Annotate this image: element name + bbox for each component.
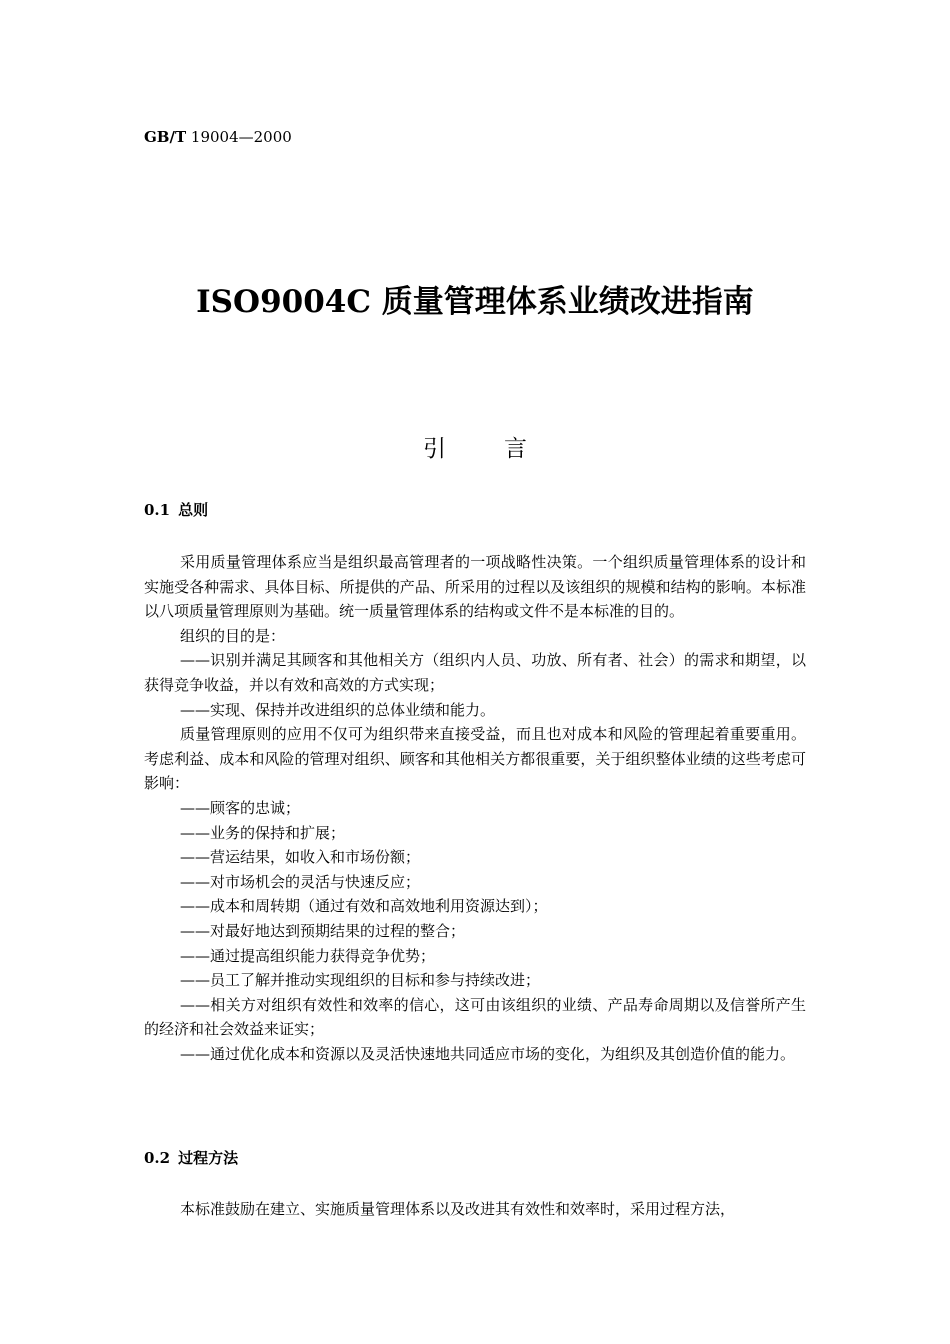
paragraph: 本标准鼓励在建立、实施质量管理体系以及改进其有效性和效率时，采用过程方法，: [180, 1200, 736, 1218]
section-0-1-body: [144, 550, 806, 1066]
standard-code-number: 19004—2000: [190, 128, 292, 146]
intro-heading-char-2: 言: [504, 436, 527, 462]
list-item: ——通过优化成本和资源以及灵活快速地共同适应市场的变化，为组织及其创造价值的能力。: [180, 1044, 796, 1063]
list-item: ——顾客的忠诚；: [180, 798, 301, 817]
list-item: ——对最好地达到预期结果的过程的整合；: [180, 921, 466, 940]
list-item: ——实现、保持并改进组织的总体业绩和能力。: [180, 700, 496, 719]
section-0-2-number: 0.2: [144, 1149, 171, 1167]
list-item: ——相关方对组织有效性和效率的信心，这可由该组织的业绩、产品寿命周期以及信誉所产生的经济和社会效益来证实；: [144, 995, 806, 1039]
list-item: ——识别并满足其顾客和其他相关方（组织内人员、功放、所有者、社会）的需求和期望，以获得竞争收益，并以有效和高效的方式实现；: [144, 651, 806, 694]
section-0-1-heading: [144, 500, 208, 520]
standard-code-prefix: GB/T: [144, 128, 187, 146]
list-item: ——对市场机会的灵活与快速反应；: [180, 872, 421, 891]
list-item: ——通过提高组织能力获得竞争优势；: [180, 946, 436, 965]
section-0-1-title: 总则: [178, 501, 209, 519]
section-0-2-title: 过程方法: [178, 1149, 239, 1167]
section-0-2-heading: [144, 1148, 238, 1168]
section-0-2-body: [144, 1197, 806, 1222]
list-item: ——成本和周转期（通过有效和高效地利用资源达到）；: [180, 897, 548, 916]
list-item: ——业务的保持和扩展；: [180, 823, 346, 842]
intro-heading-char-1: 引: [423, 436, 446, 462]
list-item: ——营运结果，如收入和市场份额；: [180, 848, 421, 867]
intro-heading: [0, 434, 950, 464]
paragraph: 组织的目的是：: [180, 626, 286, 645]
document-title: ISO9004C 质量管理体系业绩改进指南: [196, 284, 754, 320]
section-0-1-number: 0.1: [144, 501, 171, 519]
standard-code: [144, 128, 292, 146]
paragraph: 质量管理原则的应用不仅可为组织带来直接受益，而且也对成本和风险的管理起着重要重用。考虑利益、成本和风险的管理对组织、顾客和其他相关方都很重要，关于组织整体业绩的这些考虑可影响：: [144, 725, 806, 793]
list-item: ——员工了解并推动实现组织的目标和参与持续改进；: [180, 971, 541, 990]
paragraph: 采用质量管理体系应当是组织最高管理者的一项战略性决策。一个组织质量管理体系的设计和实施受各种需求、具体目标、所提供的产品、所采用的过程以及该组织的规模和结构的影响。本标准以八项质量管理原则为基础。统一质量管理体系的结构或文件不是本标准的目的。: [144, 553, 806, 621]
